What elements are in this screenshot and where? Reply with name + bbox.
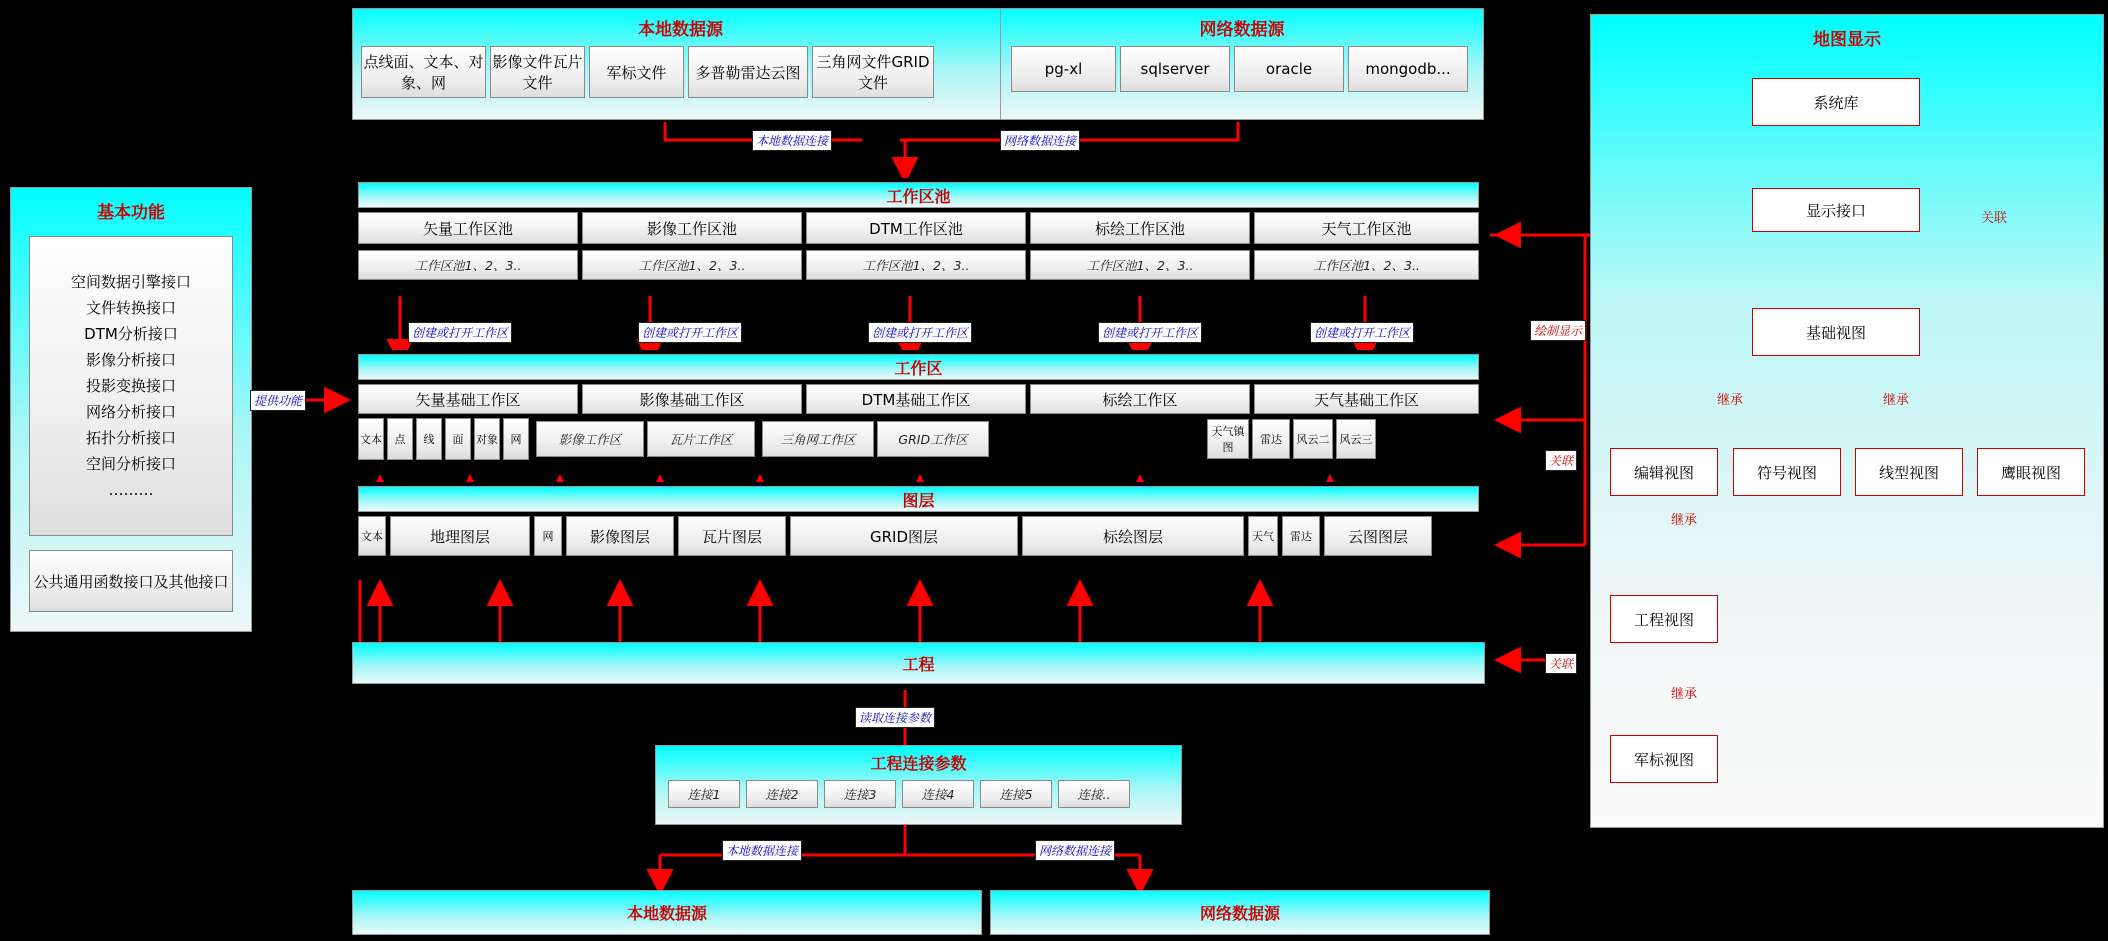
- workspace-weather-item[interactable]: 风云三: [1336, 419, 1376, 459]
- workspace-weather-item[interactable]: 风云二: [1293, 419, 1333, 459]
- connection-item[interactable]: 连接4: [902, 780, 974, 808]
- workspace-image-item[interactable]: 瓦片工作区: [647, 421, 755, 457]
- interface-item[interactable]: 拓扑分析接口: [85, 429, 176, 447]
- edge-label-inherit-right: 继承: [1883, 393, 1910, 408]
- bottom-network-title: 网络数据源: [1199, 904, 1280, 923]
- layer-item[interactable]: 文本: [358, 516, 386, 556]
- bottom-local-data-source[interactable]: [352, 890, 982, 935]
- common-interface-box[interactable]: 公共通用函数接口及其他接口: [29, 550, 233, 612]
- local-source-item[interactable]: 三角网文件GRID文件: [812, 46, 934, 98]
- interface-item: ………: [108, 481, 154, 499]
- workspace-base[interactable]: 影像基础工作区: [582, 384, 802, 414]
- layers-title: 图层: [902, 490, 935, 510]
- network-source-item[interactable]: pg-xl: [1011, 46, 1116, 92]
- workspace-pool-container: [352, 178, 1485, 296]
- pool-item[interactable]: 矢量工作区池: [358, 212, 578, 244]
- connection-item[interactable]: 连接2: [746, 780, 818, 808]
- interface-item[interactable]: 投影变换接口: [85, 377, 176, 395]
- layer-item[interactable]: 天气: [1248, 516, 1278, 556]
- local-source-item[interactable]: 多普勒雷达云图: [688, 46, 808, 98]
- bottom-network-data-source[interactable]: [990, 890, 1490, 935]
- workspace-vector-item[interactable]: 点: [387, 418, 413, 460]
- basic-functions-interface-list: [29, 236, 233, 536]
- pool-sub-item[interactable]: 工作区池1、2、3..: [1254, 250, 1479, 280]
- edge-label-create-open-5: 创建或打开工作区: [1310, 322, 1414, 343]
- node-project-view[interactable]: 工程视图: [1610, 595, 1718, 643]
- bottom-local-title: 本地数据源: [626, 904, 707, 923]
- pool-sub-item[interactable]: 工作区池1、2、3..: [358, 250, 578, 280]
- local-source-item[interactable]: 点线面、文本、对象、网: [361, 46, 486, 98]
- edge-label-network-connection-top: 网络数据连接: [1000, 130, 1080, 151]
- workspace-base[interactable]: DTM基础工作区: [806, 384, 1026, 414]
- workspace-image-item[interactable]: 影像工作区: [536, 421, 644, 457]
- node-eagle-view[interactable]: 鹰眼视图: [1977, 448, 2085, 496]
- edge-label-relate-project: 关联: [1545, 653, 1577, 674]
- edge-label-create-open-2: 创建或打开工作区: [638, 322, 742, 343]
- layers-header: [358, 486, 1479, 512]
- pool-item[interactable]: 天气工作区池: [1254, 212, 1479, 244]
- workspace-pool-header: [358, 182, 1479, 208]
- local-source-item[interactable]: 影像文件瓦片文件: [490, 46, 585, 98]
- local-source-item[interactable]: 军标文件: [589, 46, 684, 98]
- layer-item[interactable]: 标绘图层: [1022, 516, 1244, 556]
- edge-label-create-open-1: 创建或打开工作区: [408, 322, 512, 343]
- project-title: 工程: [902, 654, 935, 674]
- workspace-pool-title: 工作区池: [886, 186, 951, 206]
- node-military-view[interactable]: 军标视图: [1610, 735, 1718, 783]
- workspace-container: [352, 350, 1485, 465]
- workspace-weather-item[interactable]: 天气镇图: [1207, 419, 1249, 459]
- edge-label-draw-display: 绘制显示: [1530, 320, 1586, 341]
- layer-item[interactable]: 地理图层: [390, 516, 530, 556]
- connection-item[interactable]: 连接1: [668, 780, 740, 808]
- edge-label-network-connection-bottom: 网络数据连接: [1035, 840, 1115, 861]
- workspace-dtm-item[interactable]: 三角网工作区: [762, 421, 874, 457]
- node-system-lib[interactable]: 系统库: [1752, 78, 1920, 126]
- layers-container: [352, 482, 1485, 562]
- edge-label-local-connection-bottom: 本地数据连接: [722, 840, 802, 861]
- interface-item[interactable]: 影像分析接口: [85, 351, 176, 369]
- workspace-header: [358, 354, 1479, 380]
- edge-label-read-connection-params: 读取连接参数: [855, 707, 935, 728]
- network-data-source-panel: [1000, 8, 1484, 120]
- connection-item[interactable]: 连接5: [980, 780, 1052, 808]
- pool-sub-item[interactable]: 工作区池1、2、3..: [582, 250, 802, 280]
- workspace-title: 工作区: [894, 358, 943, 378]
- local-data-source-panel: [352, 8, 1009, 120]
- node-base-view[interactable]: 基础视图: [1752, 308, 1920, 356]
- edge-label-inherit-project: 继承: [1671, 513, 1698, 528]
- edge-label-inherit-military: 继承: [1671, 687, 1698, 702]
- basic-functions-panel: [10, 187, 252, 632]
- edge-label-provide-function: 提供功能: [250, 390, 306, 411]
- edge-label-relate-workspace: 关联: [1545, 450, 1577, 471]
- network-source-item[interactable]: oracle: [1234, 46, 1344, 92]
- layer-item[interactable]: 雷达: [1282, 516, 1320, 556]
- layer-item[interactable]: 瓦片图层: [678, 516, 786, 556]
- layer-item[interactable]: 影像图层: [566, 516, 674, 556]
- project-bar[interactable]: [352, 642, 1485, 684]
- node-symbol-view[interactable]: 符号视图: [1733, 448, 1841, 496]
- workspace-dtm-item[interactable]: GRID工作区: [877, 421, 989, 457]
- node-line-view[interactable]: 线型视图: [1855, 448, 1963, 496]
- workspace-vector-item[interactable]: 网: [503, 418, 529, 460]
- workspace-vector-item[interactable]: 文本: [358, 418, 384, 460]
- connection-item[interactable]: 连接..: [1058, 780, 1130, 808]
- network-data-source-title: 网络数据源: [1199, 20, 1285, 40]
- edge-label-relate-map: 关联: [1981, 211, 2008, 226]
- interface-item[interactable]: DTM分析接口: [84, 325, 178, 343]
- layer-item[interactable]: 网: [534, 516, 562, 556]
- edge-label-create-open-4: 创建或打开工作区: [1098, 322, 1202, 343]
- interface-item[interactable]: 空间分析接口: [85, 455, 176, 473]
- pool-sub-item[interactable]: 工作区池1、2、3..: [1030, 250, 1250, 280]
- interface-item[interactable]: 网络分析接口: [85, 403, 176, 421]
- pool-item[interactable]: 影像工作区池: [582, 212, 802, 244]
- pool-item[interactable]: 标绘工作区池: [1030, 212, 1250, 244]
- workspace-weather-item[interactable]: 雷达: [1252, 419, 1290, 459]
- layer-item[interactable]: 云图图层: [1324, 516, 1432, 556]
- edge-label-create-open-3: 创建或打开工作区: [868, 322, 972, 343]
- workspace-base[interactable]: 矢量基础工作区: [358, 384, 578, 414]
- node-edit-view[interactable]: 编辑视图: [1610, 448, 1718, 496]
- edge-label-inherit-left: 继承: [1717, 393, 1744, 408]
- workspace-base[interactable]: 标绘工作区: [1030, 384, 1250, 414]
- layer-item[interactable]: GRID图层: [790, 516, 1018, 556]
- map-display-panel: [1590, 14, 2104, 828]
- project-params-title: 工程连接参数: [870, 754, 967, 773]
- basic-functions-title: 基本功能: [97, 203, 165, 223]
- edge-label-local-connection-top: 本地数据连接: [752, 130, 832, 151]
- local-data-source-title: 本地数据源: [638, 20, 723, 40]
- interface-item[interactable]: 文件转换接口: [85, 299, 176, 317]
- network-source-item[interactable]: mongodb...: [1348, 46, 1468, 92]
- workspace-vector-item[interactable]: 面: [445, 418, 471, 460]
- map-display-title: 地图显示: [1813, 30, 1881, 50]
- connection-item[interactable]: 连接3: [824, 780, 896, 808]
- node-display-interface[interactable]: 显示接口: [1752, 188, 1920, 232]
- workspace-base[interactable]: 天气基础工作区: [1254, 384, 1479, 414]
- workspace-vector-item[interactable]: 对象: [474, 418, 500, 460]
- workspace-vector-item[interactable]: 线: [416, 418, 442, 460]
- pool-item[interactable]: DTM工作区池: [806, 212, 1026, 244]
- pool-sub-item[interactable]: 工作区池1、2、3..: [806, 250, 1026, 280]
- interface-item[interactable]: 空间数据引擎接口: [70, 273, 191, 291]
- project-connection-params-panel: [655, 745, 1182, 825]
- network-source-item[interactable]: sqlserver: [1120, 46, 1230, 92]
